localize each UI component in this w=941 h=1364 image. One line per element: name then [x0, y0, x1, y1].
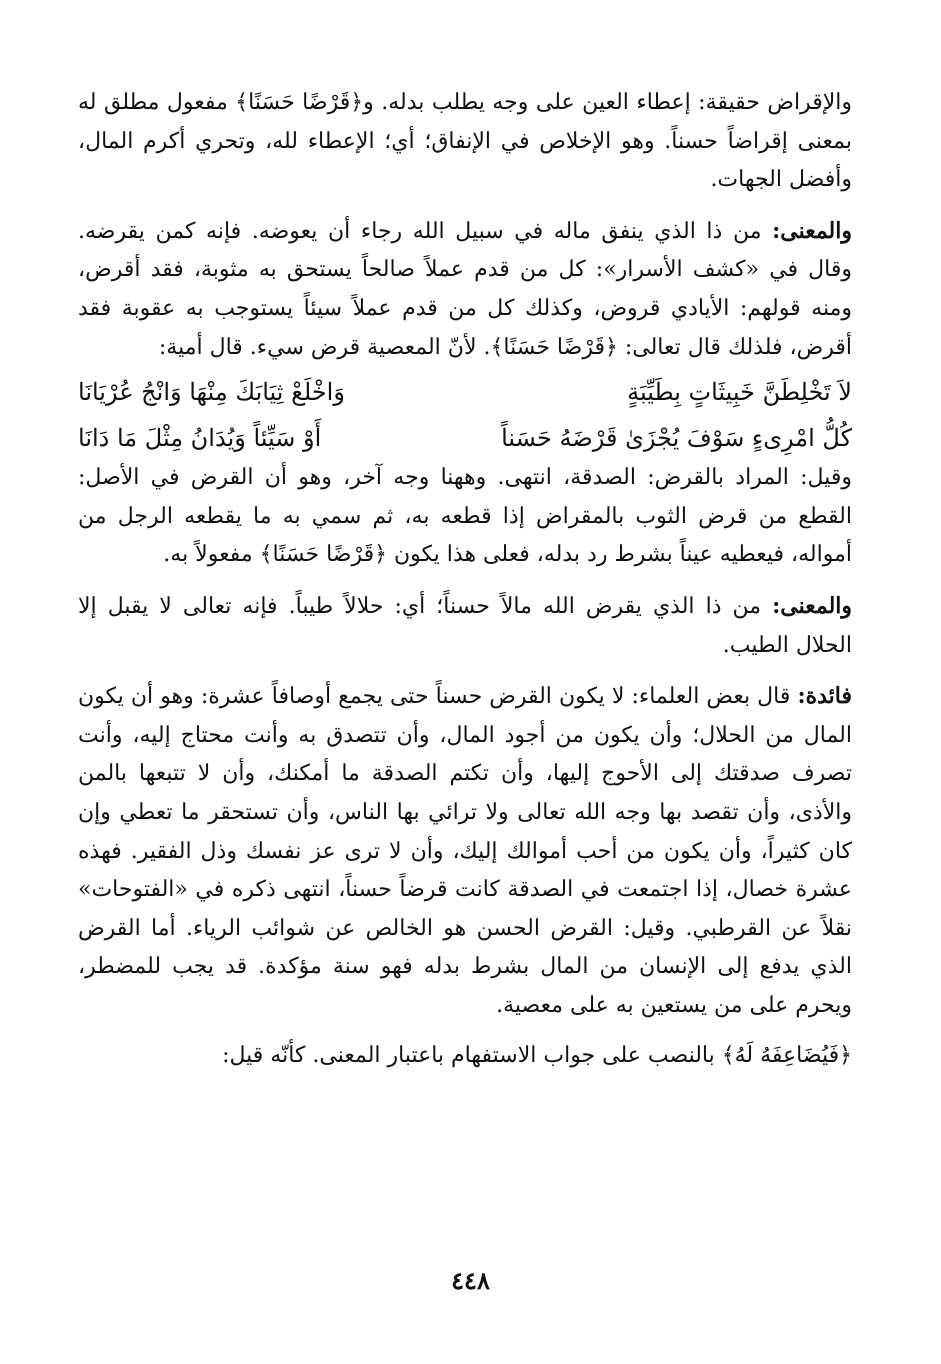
paragraph-label: والمعنى: [772, 217, 852, 244]
paragraph-text: ﴿فَيُضَاعِفَهُ لَهُ﴾ بالنصب على جواب الاستفهام باعتبار المعنى. كأنّه قيل: [222, 1043, 852, 1069]
paragraph-iqrad [78, 84, 852, 200]
verse-second-hemistich: أَوْ سَيِّئاً وَيُدَانُ مِثْلَ مَا دَانَا [78, 424, 322, 453]
poetry-verse-2 [78, 417, 852, 459]
verse-first-hemistich: كُلُّ امْرِىءٍ سَوْفَ يُجْزَىٰ قَرْضَهُ حَسَناً [501, 424, 852, 453]
verse-first-hemistich: لاَ تَخْلِطَنَّ خَبِيثَاتٍ بِطَيِّبَةٍ [627, 378, 852, 407]
page-number: ٤٤٨ [451, 1266, 490, 1295]
paragraph-label: فائدة: [797, 683, 853, 710]
poetry-verse-1 [78, 371, 852, 413]
verse-second-hemistich: وَاخْلَعْ ثِيَابَكَ مِنْهَا وَانْجُ عُرْيَانَا [78, 378, 345, 407]
paragraph-label: والمعنى: [772, 592, 853, 619]
paragraph-qila: وقيل: المراد بالقرض: الصدقة، انتهى. وههنا وجه آخر، وهو أن القرض في الأصل: القطع من قرض الثوب بالمقراض إذا قطعه به، ثم سمي به ما يقطعه الرجل من أمواله، فيعطيه عيناً بشرط رد بدله، فعلى هذا يكون ﴿قَرْضًا حَسَنًا﴾ مفعولاً به. [78, 465, 852, 568]
paragraph-meaning-2 [78, 587, 852, 665]
page-body [78, 84, 852, 1076]
paragraph-text: قال بعض العلماء: لا يكون القرض حسناً حتى يجمع أوصافاً عشرة: وهو أن يكون المال من الحلال؛ وأن يكون من أجود المال، وأن تتصدق به وأنت محتاج إليه، وأنت تصرف صدقتك إلى الأحوج إليها، وأن تكتم الصدقة ما أمكنك، وأن لا تتبعها بالمن والأذى، وأن تقصد بها وجه الله تعالى ولا ترائي بها الناس، وأن تستحقر ما تعطي وإن كان كثيراً، وأن يكون من أحب أموالك إليك، وأن لا ترى عز نفسك وذل الفقير. فهذه عشرة خصال، إذا اجتمعت في الصدقة كانت قرضاً حسناً، انتهى ذكره في «الفتوحات» نقلاً عن القرطبي. وقيل: القرض الحسن هو الخالص عن شوائب الرياء. أما القرض الذي يدفع إلى الإنسان من المال بشرط بدله فهو سنة مؤكدة. قد يجب للمضطر، ويحرم على من يستعين به على معصية. [78, 684, 852, 1018]
paragraph-text: من ذا الذي يقرض الله مالاً حسناً؛ أي: حلالاً طيباً. فإنه تعالى لا يقبل إلا الحلال الطيب. [78, 593, 852, 658]
paragraph-yudaifuhu [78, 1037, 852, 1076]
paragraph-meaning-1 [78, 212, 852, 367]
paragraph-text: من ذا الذي ينفق ماله في سبيل الله رجاء أن يعوضه. فإنه كمن يقرضه. وقال في «كشف الأسرار»: كل من قدم عملاً صالحاً يستحق به مثوبة، فقد أقرض، ومنه قولهم: الأيادي قروض، وكذلك كل من قدم عملاً سيئاً يستوجب به عقوبة فقد أقرض، فلذلك قال تعالى: ﴿قَرْضًا حَسَنًا﴾. لأنّ المعصية قرض سيء. قال أمية: [78, 218, 852, 360]
paragraph-text: والإقراض حقيقة: إعطاء العين على وجه يطلب بدله. و﴿قَرْضًا حَسَنًا﴾ مفعول مطلق له بمعنى إقراضاً حسناً. وهو الإخلاص في الإنفاق؛ أي؛ الإعطاء لله، وتحري أكرم المال، وأفضل الجهات. [78, 90, 852, 193]
paragraph-faida [78, 677, 852, 1025]
